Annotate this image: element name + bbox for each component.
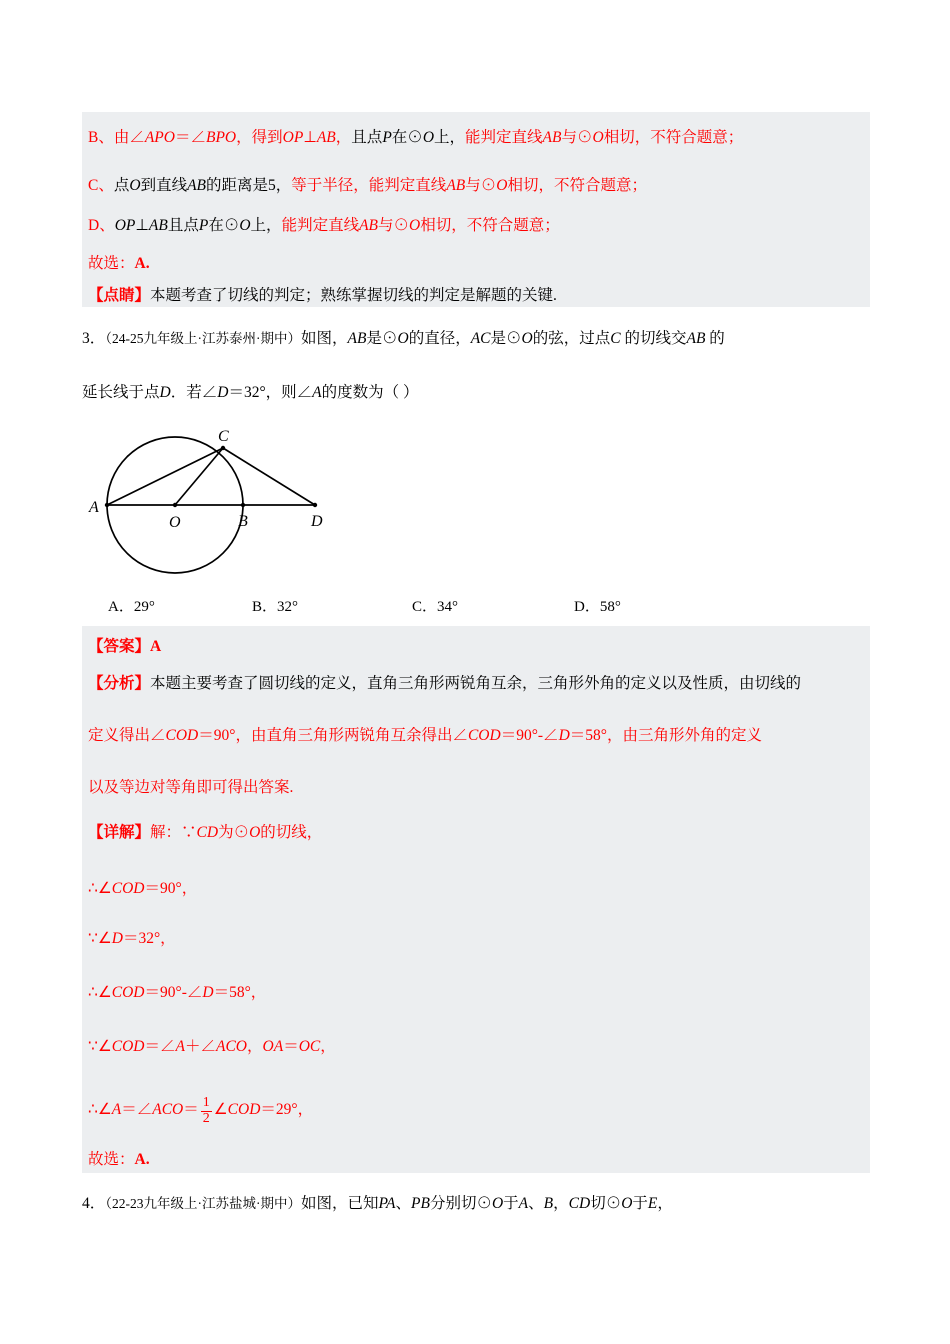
option-D[interactable] — [574, 595, 621, 616]
question4-source: （22-23九年级上·江苏盐城·期中） — [105, 1196, 302, 1211]
option-C-value: 34° — [437, 599, 459, 615]
block1-line-2: C、点O到直线AB的距离是5，等于半径，能判定直线AB与⊙O相切，不符合题意； — [88, 177, 647, 194]
question3-stem-line1: 3．（24-25九年级上·江苏泰州·期中）如图，AB是⊙O的直径，AC是⊙O的弦，过点C 的切线交AB 的 — [82, 330, 725, 347]
answer-value: A — [150, 638, 162, 655]
block1-line-3: D、OP⊥AB且点P在⊙O上，能判定直线AB与⊙O相切，不符合题意； — [88, 217, 560, 234]
question3-analysis-line3: 以及等边对等角即可得出答案. — [88, 779, 294, 796]
question4-number: 4． — [82, 1195, 106, 1212]
fraction-one-half: $\frac{1}{2}$ — [202, 1095, 210, 1126]
question3-figure — [75, 425, 415, 585]
option-B-key: B． — [252, 599, 278, 615]
svg-text:O: O — [169, 514, 181, 531]
option-A[interactable] — [108, 595, 155, 616]
block1-line-4: 故选：A. — [88, 255, 150, 272]
question3-detail-line5: ∵∠COD＝∠A＋∠ACO，OA＝OC， — [88, 1038, 336, 1055]
question3-detail-line6: ∴∠A＝∠ACO＝ $\frac{1}{2}$ ∠COD＝29°， — [88, 1095, 314, 1126]
question3-analysis-line1 — [88, 676, 801, 692]
option-A-value: 29° — [133, 599, 155, 615]
svg-text:D: D — [311, 513, 323, 530]
final-select-label: 故选： — [88, 1151, 135, 1168]
question3-stem-line2: 延长线于点D．若∠D＝32°，则∠A的度数为（ ） — [82, 384, 419, 401]
analysis-text-1: 本题主要考查了圆切线的定义，直角三角形两锐角互余，三角形外角的定义以及性质，由切线的 — [150, 675, 802, 692]
question4-stem: 4．（22-23九年级上·江苏盐城·期中）如图，已知PA、PB分别切⊙O于A、B，CD切⊙O于E， — [82, 1195, 673, 1212]
analysis-label: 【分析】 — [88, 675, 151, 692]
option-D-value: 58° — [599, 599, 621, 615]
option-C[interactable] — [412, 595, 458, 616]
detail-label: 【详解】 — [88, 824, 151, 841]
svg-text:A: A — [89, 499, 99, 516]
option-B[interactable] — [252, 595, 298, 616]
block1-line-1: B、由∠APO＝∠BPO，得到OP⊥AB，且点P在⊙O上，能判定直线AB与⊙O相切，不符合题意； — [88, 129, 744, 146]
final-select-value: A. — [134, 1151, 150, 1168]
svg-text:C: C — [218, 428, 229, 445]
question3-final-select — [88, 1152, 150, 1168]
explanation-block-2 — [82, 626, 870, 1173]
answer-label: 【答案】 — [88, 638, 151, 655]
question3-options — [82, 595, 870, 619]
option-B-value: 32° — [277, 599, 299, 615]
question3-source: （24-25九年级上·江苏泰州·期中） — [105, 331, 302, 346]
block1-line-5: 【点睛】本题考查了切线的判定；熟练掌握切线的判定是解题的关键. — [88, 287, 557, 304]
svg-text:B: B — [238, 513, 248, 530]
option-D-key: D． — [574, 599, 600, 615]
option-A-key: A． — [108, 599, 134, 615]
option-C-key: C． — [412, 599, 438, 615]
question3-answer — [88, 639, 161, 655]
question3-analysis-line2: 定义得出∠COD＝90°，由直角三角形两锐角互余得出∠COD＝90°-∠D＝58°，由三角形外角的定义 — [88, 727, 762, 744]
question3-detail-line1: 【详解】解：∵CD为⊙O的切线， — [88, 824, 323, 841]
question3-detail-line3: ∵∠D＝32°， — [88, 930, 176, 947]
question3-number: 3． — [82, 330, 106, 347]
question3-detail-line4: ∴∠COD＝90°-∠D＝58°， — [88, 984, 267, 1001]
question3-detail-line2: ∴∠COD＝90°， — [88, 880, 198, 897]
